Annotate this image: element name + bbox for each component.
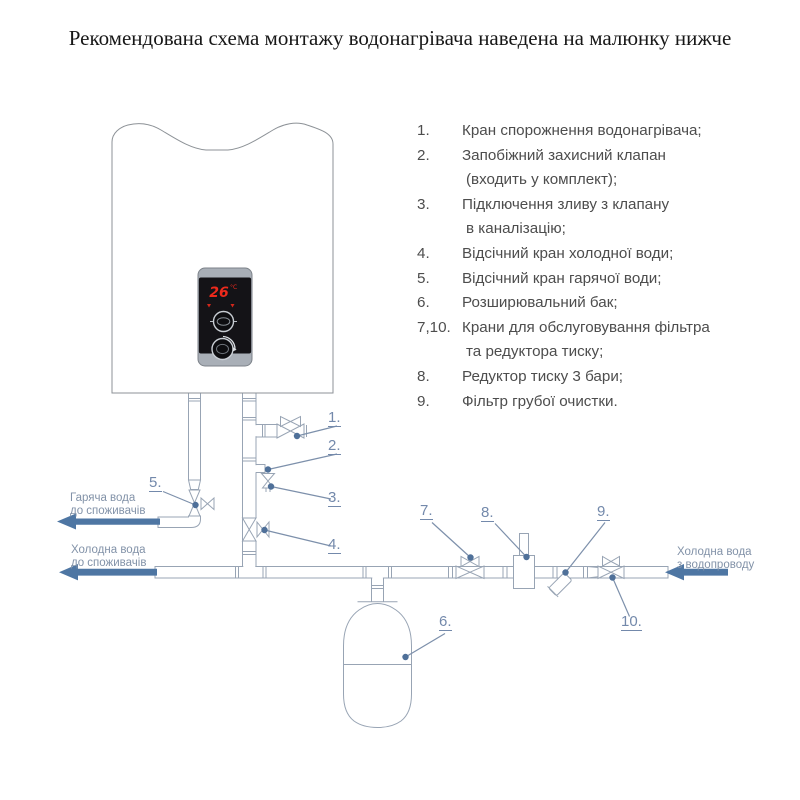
legend-item-text: Кран спорожнення водонагрівача;: [462, 122, 702, 139]
callout-3: 3.: [328, 489, 341, 506]
legend-item-number: 7,10.: [417, 318, 451, 336]
temperature-unit: °C: [230, 284, 238, 291]
callout-5: 5.: [149, 474, 162, 491]
temperature-display: 26: [209, 285, 229, 301]
cold-water-in-label: Холодна вода з водопроводу: [677, 546, 755, 571]
legend-item-number: 1.: [417, 122, 430, 139]
legend-item-number: 4.: [417, 244, 430, 262]
legend-item-number: 9.: [417, 392, 430, 410]
legend-item-text: Крани для обслуговування фільтра: [462, 318, 710, 336]
legend-item-text: Відсічний кран холодної води;: [462, 244, 674, 262]
legend-item-number: 6.: [417, 294, 430, 312]
legend-item-text: Підключення зливу з клапану: [462, 195, 670, 213]
callout-9: 9.: [597, 503, 610, 520]
legend-item-number: 5.: [417, 269, 430, 287]
callout-6: 6.: [439, 613, 452, 630]
legend-item-number: 3.: [417, 195, 430, 213]
callout-2: 2.: [328, 437, 341, 454]
control-panel: [198, 268, 252, 366]
callout-10: 10.: [621, 613, 642, 630]
legend-item-3: 3. Підключення зливу з клапану в каналізацію;: [417, 193, 789, 242]
hot-water-riser: [189, 394, 201, 490]
callout-7: 7.: [420, 502, 433, 519]
cold-water-out-label: Холодна вода до споживачів: [71, 544, 147, 569]
legend-item-text: Відсічний кран гарячої води;: [462, 269, 662, 287]
pressure-reducer-8: [514, 534, 535, 589]
callout-4: 4.: [328, 536, 341, 553]
main-cold-pipe: [155, 567, 668, 579]
legend-item-text: Фільтр грубої очистки.: [462, 392, 618, 410]
legend-item-text: Запобіжний захисний клапан: [462, 146, 666, 164]
hot-water-elbow: [158, 516, 201, 528]
legend-item-number: 8.: [417, 367, 430, 385]
legend-item-7-10: 7,10. Крани для обслуговування фільтра та редуктора тиску;: [417, 316, 789, 365]
legend-item-text: Редуктор тиску 3 бари;: [462, 367, 624, 385]
callout-1: 1.: [328, 409, 341, 426]
shutoff-valve-5-hot: [189, 490, 214, 516]
safety-valve-2: [255, 465, 265, 473]
legend-item-number: 2.: [417, 146, 430, 164]
expansion-tank-6: [344, 578, 412, 728]
hot-water-out-label: Гаряча вода до споживачів: [70, 492, 146, 517]
page-title: Рекомендована схема монтажу водонагрівача наведена на малюнку нижче: [68, 26, 732, 50]
callout-8: 8.: [481, 504, 494, 521]
legend-item-2: 2. Запобіжний захисний клапан (входить у комплект);: [417, 144, 789, 193]
legend-item-text: Розширювальний бак;: [462, 294, 618, 312]
